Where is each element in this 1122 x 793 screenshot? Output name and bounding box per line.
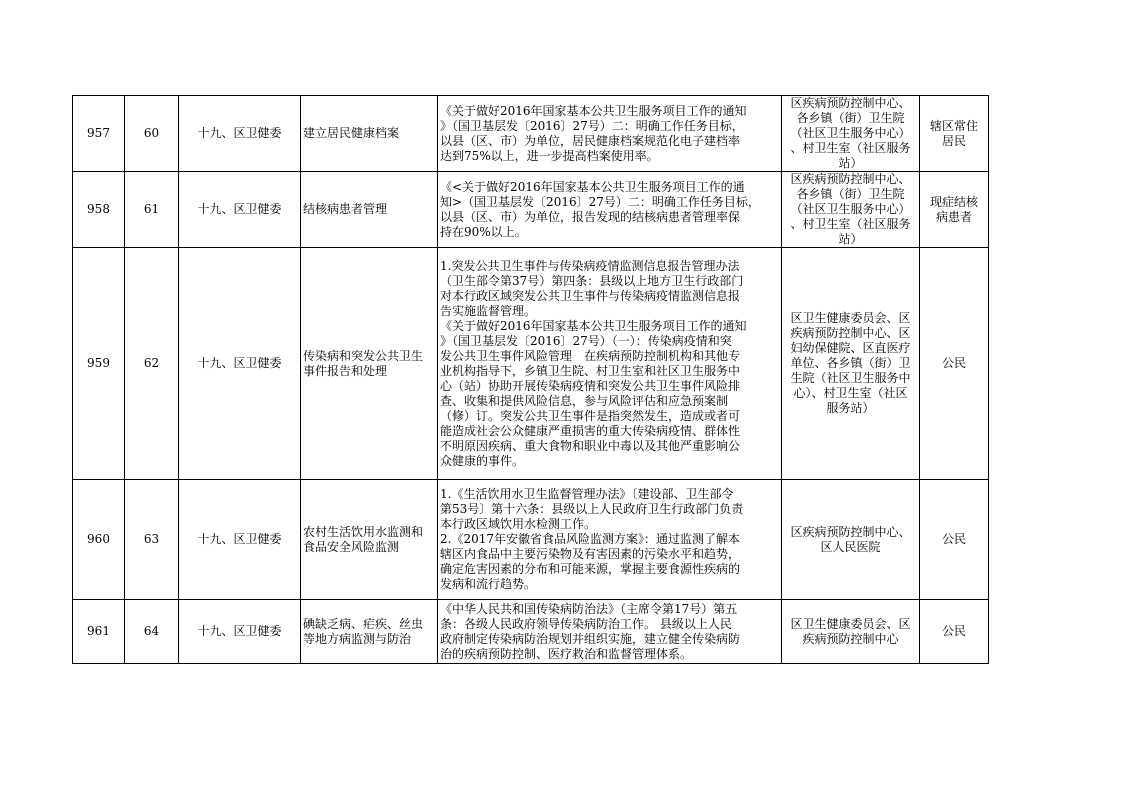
org-cell-line: 疾病预防控制中心、区 [790,326,911,340]
org-cell-line: 区人民医院 [820,539,881,554]
basis-cell-line: 业机构指导下，乡镇卫生院、村卫生室和社区卫生服务中 [440,363,741,378]
target-cell-line: 公民 [941,532,966,546]
org-cell-line: （社区卫生服务中心） [790,202,911,216]
target-cell [920,172,989,248]
basis-cell-line: 达到75%以上，进一步提高档案使用率。 [440,148,659,163]
item-cell [301,172,438,248]
basis-cell-line: 确定危害因素的分布和可能来源，掌握主要食源性疾病的 [440,562,741,576]
basis-cell-line: 《<关于做好2016年国家基本公共卫生服务项目工作的通 [440,179,745,194]
basis-cell-line: 》（国卫基层发〔2016〕27号）二：明确工作任务目标， [440,118,744,133]
item-cell [301,248,438,480]
basis-cell [438,248,782,480]
dept-cell: 十九、区卫健委 [179,96,301,172]
num-cell: 64 [125,600,179,664]
dept-cell: 十九、区卫健委 [179,480,301,600]
num-cell: 61 [125,172,179,248]
org-cell-line: （社区卫生服务中心） [790,126,911,140]
table-row [73,172,989,248]
basis-cell-line: 治的疾病预防控制、医疗救治和监督管理体系。 [440,646,693,661]
org-cell-line: 区疾病预防控制中心、 [790,172,911,186]
item-cell-line: 传染病和突发公共卫生 [303,348,424,363]
basis-cell-line: （修）订。突发公共卫生事件是指突然发生，造成或者可 [440,408,741,423]
org-cell-line: 妇幼保健院、区直医疗 [790,341,911,355]
seq-cell: 960 [73,480,125,600]
org-cell-line: 站） [838,156,863,170]
org-cell-line: 各乡镇（街）卫生院 [796,111,905,125]
org-cell-line: 、村卫生室（社区服务 [790,217,911,231]
org-cell [782,248,920,480]
seq-cell: 958 [73,172,125,248]
num-cell: 62 [125,248,179,480]
basis-cell [438,600,782,664]
dept-cell: 十九、区卫健委 [179,248,301,480]
org-cell [782,96,920,172]
basis-cell-line: 发病和流行趋势。 [440,577,537,591]
dept-cell: 十九、区卫健委 [179,600,301,664]
target-cell-line: 公民 [941,624,966,638]
basis-cell-line: 告实施监督管理。 [440,303,537,318]
target-cell [920,248,989,480]
basis-cell-line: 众健康的事件。 [440,453,525,468]
item-cell-line: 事件报告和处理 [303,363,388,378]
org-cell-line: 单位、各乡镇（街）卫 [790,356,911,370]
basis-cell-line: 发公共卫生事件风险管理 在疾病预防控制机构和其他专 [440,348,741,363]
basis-cell-line: 知>（国卫基层发〔2016〕27号）二：明确工作任务目标， [440,194,760,209]
item-cell-line: 等地方病监测与防治 [303,631,412,646]
table-row [73,600,989,664]
table-row [73,480,989,600]
org-cell-line: 各乡镇（街）卫生院 [796,187,905,201]
basis-cell-line: 心（站）协助开展传染病疫情和突发公共卫生事件风险排 [440,378,741,393]
seq-cell: 957 [73,96,125,172]
basis-cell-line: 条：各级人民政府领导传染病防治工作。 县级以上人民 [440,616,732,631]
item-cell [301,480,438,600]
org-cell [782,600,920,664]
target-cell-line: 病患者 [935,209,972,224]
basis-cell-line: 2.《2017年安徽省食品风险监测方案》：通过监测了解本 [440,532,740,546]
basis-cell-line: 以县（区、市）为单位，报告发现的结核病患者管理率保 [440,209,741,224]
target-cell [920,600,989,664]
table-body [73,96,989,664]
target-cell-line: 公民 [941,356,966,370]
basis-cell-line: 本行政区域饮用水检测工作。 [440,517,597,531]
item-cell-line: 农村生活饮用水监测和 [303,524,424,539]
basis-cell [438,172,782,248]
basis-cell-line: 能造成社会公众健康严重损害的重大传染病疫情、群体性 [440,423,741,438]
dept-cell: 十九、区卫健委 [179,172,301,248]
basis-cell-line: 《中华人民共和国传染病防治法》（主席令第17号）第五 [440,601,738,616]
basis-cell [438,96,782,172]
item-cell [301,96,438,172]
org-cell-line: 心）、村卫生室（社区 [793,386,908,400]
basis-cell-line: 政府制定传染病防治规划并组织实施，建立健全传染病防 [440,631,741,646]
basis-cell-line: 持在90%以上。 [440,224,527,239]
org-cell-line: 生院（社区卫生服务中 [790,371,911,385]
org-cell-line: 站） [838,232,863,246]
basis-cell-line: 《关于做好2016年国家基本公共卫生服务项目工作的通知 [440,318,747,333]
basis-cell-line: （卫生部令第37号）第四条：县级以上地方卫生行政部门 [440,273,744,288]
basis-cell-line: 1.《生活饮用水卫生监督管理办法》〔建设部、卫生部令 [440,487,734,501]
table-row [73,96,989,172]
basis-cell-line: 对本行政区域突发公共卫生事件与传染病疫情监测信息报 [440,288,741,303]
basis-cell-line: 辖区内食品中主要污染物及有害因素的污染水平和趋势， [440,547,741,561]
target-cell-line: 现症结核 [929,194,978,209]
org-cell-line: 区疾病预防控制中心、 [790,524,911,539]
org-cell-line: 疾病预防控制中心 [802,631,899,646]
target-cell-line: 辖区常住 [929,118,978,133]
basis-cell-line: 查、收集和提供风险信息，参与风险评估和应急预案制 [440,393,729,408]
num-cell: 60 [125,96,179,172]
org-cell-line: 区卫生健康委员会、区 [790,616,911,631]
table-row [73,248,989,480]
target-cell-line: 居民 [941,133,966,148]
target-cell [920,480,989,600]
seq-cell: 959 [73,248,125,480]
target-cell [920,96,989,172]
item-cell-line: 碘缺乏病、疟疾、丝虫 [303,616,424,631]
org-cell-line: 服务站） [826,401,875,415]
service-table [72,95,989,664]
basis-cell-line: 第53号〕第十六条：县级以上人民政府卫生行政部门负责 [440,502,744,516]
org-cell [782,480,920,600]
org-cell-line: 区疾病预防控制中心、 [790,96,911,110]
item-cell [301,600,438,664]
basis-cell-line: 1.突发公共卫生事件与传染病疫情监测信息报告管理办法 [440,258,740,273]
basis-cell-line: 》（国卫基层发〔2016〕27号）（一）：传染病疫情和突 [440,333,732,348]
item-cell-line: 食品安全风险监测 [303,539,400,554]
org-cell [782,172,920,248]
basis-cell-line: 《关于做好2016年国家基本公共卫生服务项目工作的通知 [440,103,747,118]
basis-cell-line: 不明原因疾病、重大食物和职业中毒以及其他严重影响公 [440,438,741,453]
org-cell-line: 、村卫生室（社区服务 [790,141,911,155]
item-cell-line: 结核病患者管理 [303,202,388,216]
basis-cell-line: 以县（区、市）为单位，居民健康档案规范化电子建档率 [440,133,741,148]
org-cell-line: 区卫生健康委员会、区 [790,311,911,325]
basis-cell [438,480,782,600]
seq-cell: 961 [73,600,125,664]
num-cell: 63 [125,480,179,600]
item-cell-line: 建立居民健康档案 [303,126,400,140]
